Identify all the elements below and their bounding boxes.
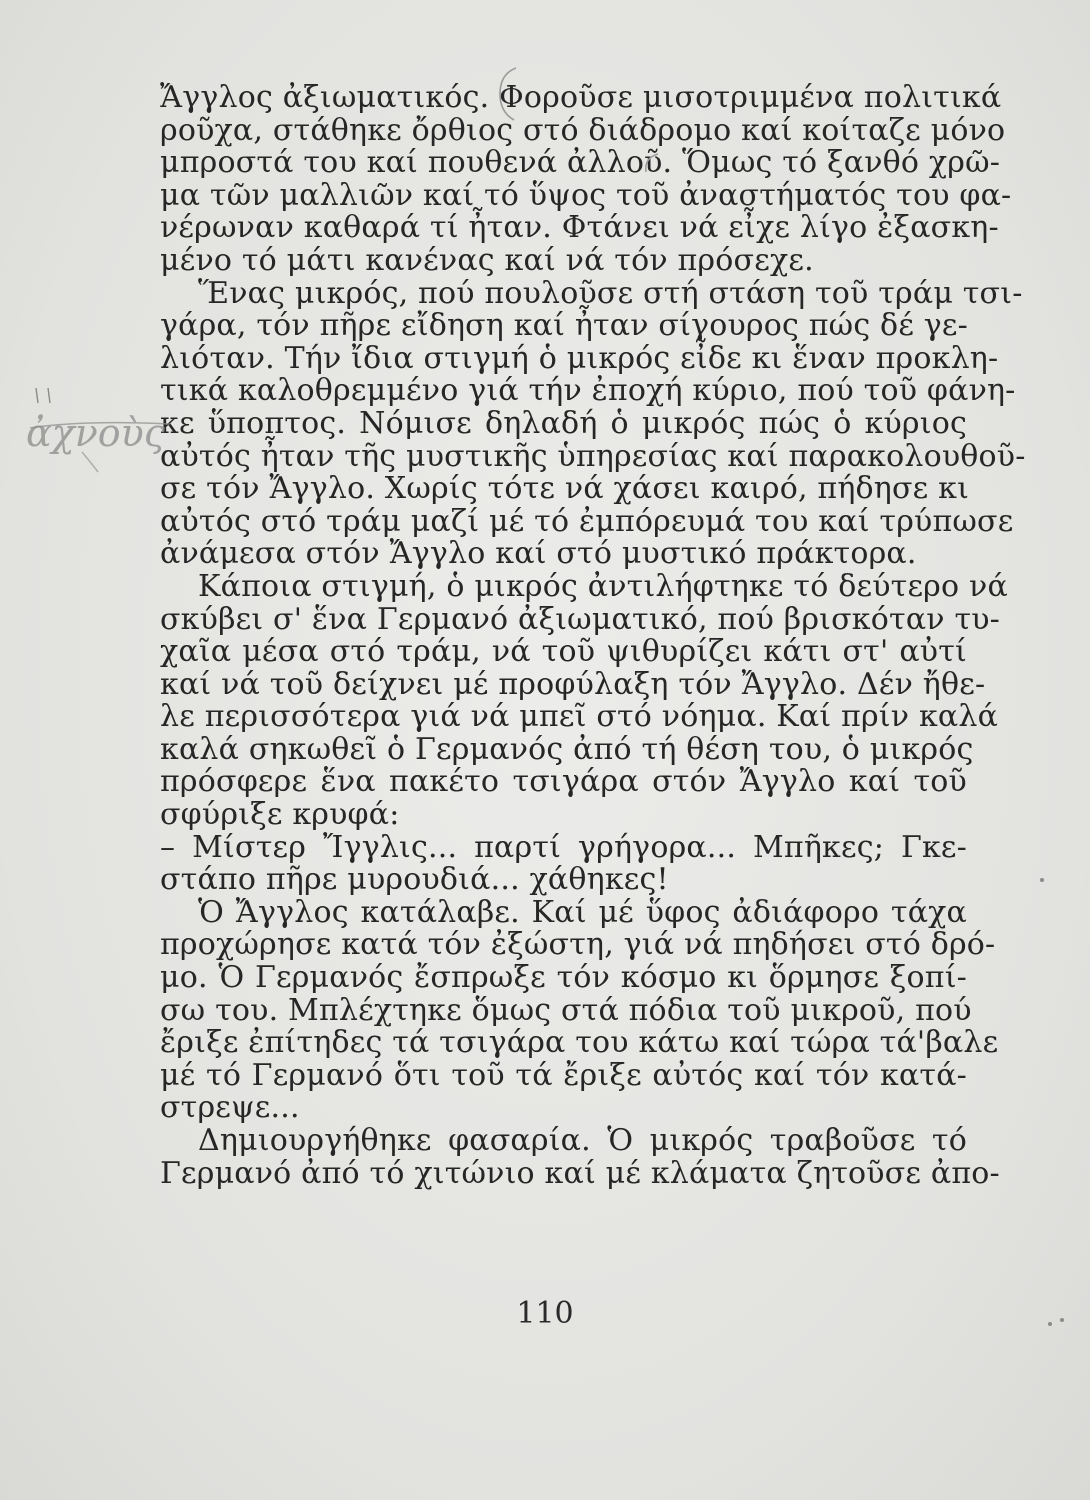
text-line: Ὁ Ἄγγλος κατάλαβε. Καί μέ ὕφος ἀδιάφορο τάχα (198, 894, 967, 930)
text-line: σε τόν Ἄγγλο. Χωρίς τότε νά χάσει καιρό, πήδησε κι (160, 471, 970, 507)
text-line: καί νά τοῦ δείχνει μέ προφύλαξη τόν Ἄγγλο. Δέν ἤθε- (160, 666, 986, 702)
text-line: προχώρησε κατά τόν ἐξώστη, γιά νά πηδήσει στό δρό- (160, 927, 996, 963)
text-line: Δημιουργήθηκε φασαρία. Ὁ μικρός τραβοῦσε τό (198, 1123, 967, 1158)
text-line: μα τῶν μαλλιῶν καί τό ὕψος τοῦ ἀναστήματός του φα- (160, 177, 1012, 213)
body-text (160, 80, 1026, 1191)
text-line: ἀνάμεσα στόν Ἄγγλο καί στό μυστικό πράκτορα. (160, 536, 917, 572)
text-line: λιόταν. Τήν ἴδια στιγμή ὁ μικρός εἶδε κι ἕναν προκλη- (160, 340, 999, 376)
paragraph-2 (160, 275, 1026, 572)
paragraph-4 (160, 829, 967, 898)
pencil-tick-icon (30, 385, 60, 410)
text-line: μέ τό Γερμανό ὅτι τοῦ τά ἔριξε αὐτός καί τόν κατά- (160, 1057, 967, 1093)
text-line: ροῦχα, στάθηκε ὄρθιος στό διάδρομο καί κοίταζε μόνο (160, 112, 1006, 148)
text-line: κε ὕποπτος. Νόμισε δηλαδή ὁ μικρός πώς ὁ κύριος (160, 405, 967, 441)
text-line: σω του. Μπλέχτηκε ὅμως στά πόδια τοῦ μικροῦ, πού (160, 992, 972, 1028)
text-line: καλά σηκωθεῖ ὁ Γερμανός ἀπό τή θέση του, ὁ μικρός (160, 731, 974, 767)
paper-speck (1040, 878, 1044, 882)
text-line: σφύριξε κρυφά: (160, 797, 400, 833)
pencil-margin-note (22, 398, 172, 478)
text-line: αὐτός ἦταν τῆς μυστικῆς ὑπηρεσίας καί παρακολουθοῦ- (160, 438, 1026, 474)
pencil-circle-icon (636, 150, 666, 180)
text-line: μένο τό μάτι κανένας καί νά τόν πρόσεχε. (160, 242, 814, 278)
text-line: ἔριξε ἐπίτηδες τά τσιγάρα του κάτω καί τώρα τά'βαλε (160, 1025, 999, 1061)
text-line: γάρα, τόν πῆρε εἴδηση καί ἦταν σίγουρος πώς δέ γε- (160, 308, 969, 344)
paragraph-1 (160, 80, 1012, 278)
text-line: στάπο πῆρε μυρουδιά... χάθηκες! (160, 862, 669, 898)
text-line: στρεψε... (160, 1090, 300, 1126)
text-line: μπροστά του καί πουθενά ἀλλοῦ. Ὅμως τό ξανθό χρῶ- (160, 145, 1001, 181)
text-line: Ἕνας μικρός, πού πουλοῦσε στή στάση τοῦ τράμ τσι- (198, 275, 1023, 311)
text-line: σκύβει σ' ἕνα Γερμανό ἀξιωματικό, πού βρισκόταν τυ- (160, 601, 1001, 637)
paragraph-6 (160, 1123, 1000, 1191)
text-line: – Μίστερ Ἴγγλις... παρτί γρήγορα... Μπῆκες; Γκε- (160, 829, 967, 865)
text-line: λε περισσότερα γιά νά μπεῖ στό νόημα. Καί πρίν καλά (160, 699, 999, 735)
text-line: μο. Ὁ Γερμανός ἔσπρωξε τόν κόσμο κι ὅρμησε ξοπί- (160, 960, 967, 996)
text-line: Ἄγγλος ἀξιωματικός. Φοροῦσε μισοτριμμένα πολιτικά (160, 80, 1002, 115)
text-line: Γερμανό ἀπό τό χιτώνιο καί μέ κλάματα ζητοῦσε ἀπο- (160, 1155, 1000, 1191)
text-line: Κάποια στιγμή, ὁ μικρός ἀντιλήφτηκε τό δεύτερο νά (198, 568, 1008, 604)
text-line: χαῖα μέσα στό τράμ, νά τοῦ ψιθυρίζει κάτι στ' αὐτί (160, 634, 967, 670)
text-line: νέρωναν καθαρά τί ἦταν. Φτάνει νά εἶχε λίγο ἐξασκη- (160, 210, 999, 246)
text-line: τικά καλοθρεμμένο γιά τήν ἐποχή κύριο, πού τοῦ φάνη- (160, 373, 1016, 409)
margin-note-text: ἀχνοὺς (26, 411, 166, 455)
handwriting-icon (22, 398, 172, 478)
paragraph-5 (160, 894, 999, 1126)
text-line: πρόσφερε ἕνα πακέτο τσιγάρα στόν Ἄγγλο καί τοῦ (160, 764, 967, 800)
paragraph-3 (160, 568, 1008, 833)
page-number: 110 (516, 1296, 574, 1331)
pencil-circle-icon (486, 64, 522, 124)
text-line: αὐτός στό τράμ μαζί μέ τό ἐμπόρευμά του καί τρύπωσε (160, 503, 1014, 539)
